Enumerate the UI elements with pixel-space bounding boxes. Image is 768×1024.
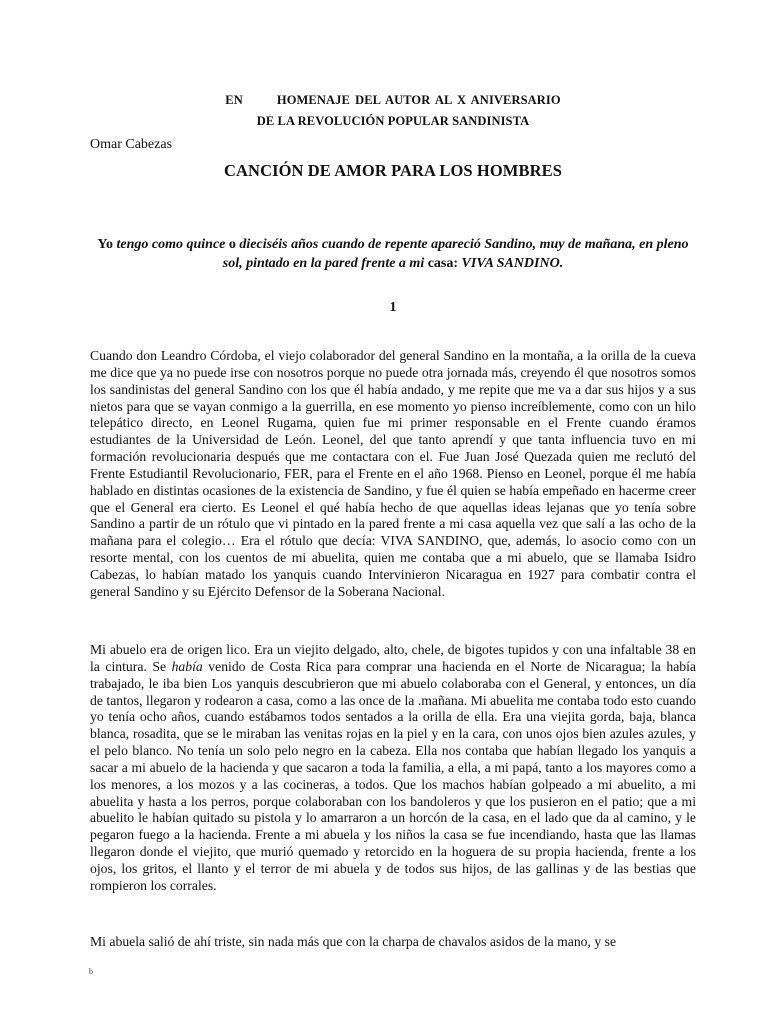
document-title: CANCIÓN DE AMOR PARA LOS HOMBRES: [224, 161, 562, 180]
paragraph-2: [90, 642, 696, 895]
paragraph-2-text-c: venido de Costa Rica para comprar una hacienda en el Norte de Nicaragua; la había trabajado, le iba bien Los yanquis descubrieron que mi abuelo colaboraba con el General, y entonces, un día de tantos, llegaron y rodearon a casa, como a las once de la .mañana. Mi abuelita me contaba todo esto cuando yo tenía ocho años, cuando estábamos todos sentados a la orilla de ella. Era una viejita gorda, baja, blanca blanca, rosadita, que se le miraban las venitas rojas en la piel y en la cara, con unos ojos bien azules azules, y el pelo blanco. No tenía un solo pelo negro en la cabeza. Ella nos contaba que habían llegado los yanquis a sacar a mi abuelo de la hacienda y que sacaron a toda la familia, a ella, a mi papá, tanto a los mayores como a los menores, a los mozos y a las cocineras, a todos. Que los machos habían golpeado a mi abuelito, a mi abuelita y hasta a los perros, porque colaboraban con los bandoleros y que los pusieron en el patio; que a mi abuelito le habían quitado su pistola y lo amarraron a un horcón de la casa, en el lado que da al camino, y le pegaron fuego a la hacienda. Frente a mi abuela y los niños la casa se fue incendiando, hasta que las llamas llegaron donde el viejito, que murió quemado y retorcido en la hoguera de su propia hacienda, frente a los ojos, los gritos, el llanto y el terror de mi abuela y de todos sus hijos, de las gallinas y de las bestias que rompieron los corrales.: [90, 658, 696, 893]
epigraph-part-1: Yo: [97, 237, 117, 252]
dedication-en: EN: [225, 93, 243, 107]
paragraph-2-text-a: Mi abuelo era de origen lico. Era un viejito delgado, alto, chele, de bigotes tupidos y con una infaltable 38 en la cintura. Se: [90, 642, 696, 674]
epigraph-part-4: dieciséis años cuando de repente apareció Sandino, muy de mañana, en pleno sol, pintado en la pared frente a mi: [222, 237, 689, 271]
epigraph: [90, 235, 696, 273]
epigraph-part-2: tengo como quince: [116, 237, 226, 252]
footer-mark: b: [89, 967, 93, 976]
epigraph-part-3: o: [225, 237, 240, 252]
paragraph-1: Cuando don Leandro Córdoba, el viejo colaborador del general Sandino en la montaña, a la orilla de la cueva me dice que ya no puede irse con nosotros porque no puede otra jornada más, creyendo él que nosotros somos los sandinistas del general Sandino con los que él había andado, y me repite que me va a dar sus hijos y a sus nietos para que se vayan conmigo a la guerrilla, en ese momento yo pienso increíblemente, como con un hilo telepático directo, en Leonel Rugama, quien fue mi primer responsable en el Frente cuando éramos estudiantes de la Universidad de León. Leonel, del que tanto aprendí y que tanta influencia tuvo en mi formación revolucionaria después que me contactara con el. Fue Juan José Quezada quien me reclutó del Frente Estudiantil Revolucionario, FER, para el Frente en el año 1968. Pienso en Leonel, porque él me había hablado en distintas ocasiones de la existencia de Sandino, y fue él quien se había empeñado en hacerme creer que el General era cierto. Es Leonel el qué había hecho de que aquellas ideas lejanas que yo tenía sobre Sandino a partir de un rótulo que vi pintado en la pared frente a mi casa aquella vez que salí a las ocho de la mañana para el colegio… Era el rótulo que decía: VIVA SANDINO, que, además, lo asocio como con un resorte mental, con los cuentos de mi abuelita, quien me contaba que a mi abuelo, que se llamaba Isidro Cabezas, lo habían matado los yanquis cuando Intervinieron Nicaragua en 1927 para combatir contra el general Sandino y su Ejército Defensor de la Soberana Nacional.: [90, 348, 696, 599]
dedication-homage: HOMENAJE DEL AUTOR AL X ANIVERSARIO: [276, 93, 561, 107]
epigraph-part-5: casa:: [424, 256, 462, 271]
chapter-number: 1: [389, 300, 397, 315]
paragraph-2-italic: había: [171, 658, 203, 674]
author-name: Omar Cabezas: [90, 137, 173, 152]
paragraph-3: Mi abuela salió de ahí triste, sin nada más que con la charpa de chavalos asidos de la mano, y se: [90, 934, 617, 949]
dedication-line-1: [90, 93, 696, 108]
epigraph-part-6: VIVA SANDINO.: [461, 256, 564, 271]
dedication-line-2: DE LA REVOLUCIÓN POPULAR SANDINISTA: [256, 114, 530, 128]
